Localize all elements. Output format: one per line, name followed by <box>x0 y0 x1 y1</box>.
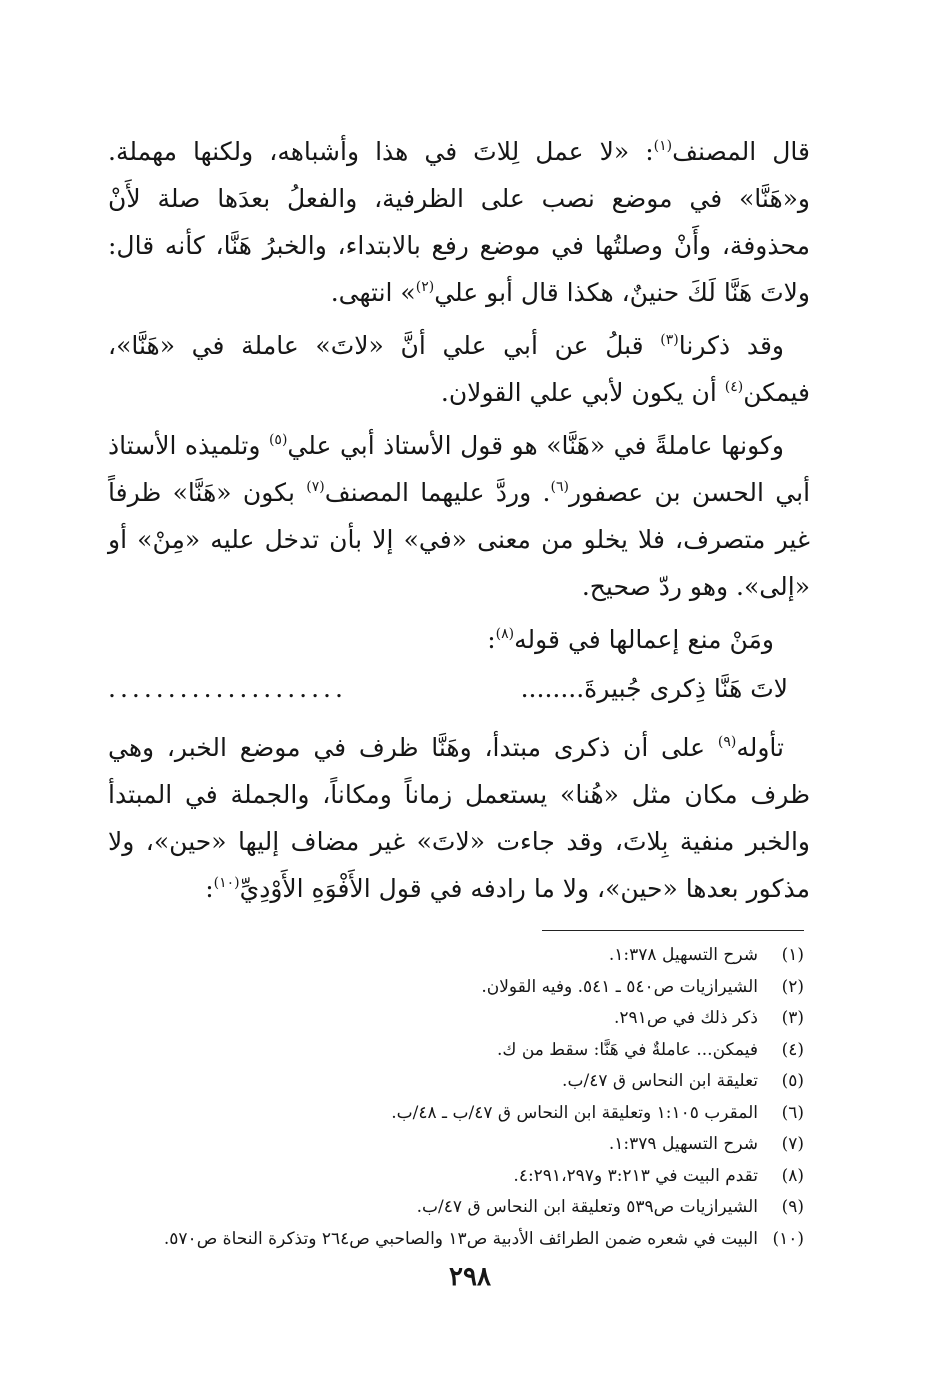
text-segment: أن يكون لأبي علي القولان. <box>440 378 725 407</box>
page-number: ٢٩٨ <box>449 1262 491 1292</box>
footnote-marker[interactable]: (٣) <box>660 332 679 348</box>
verse-second-hemistich: .................... <box>108 674 347 703</box>
footnote-item <box>90 1192 804 1224</box>
text-segment: قبلُ عن أبي علي أنَّ «لاتَ» عاملة في «هَنَّا»، فيمكن <box>108 331 810 407</box>
text-segment: : <box>487 625 496 654</box>
paragraph-4 <box>108 724 810 912</box>
footnote-item <box>90 1003 804 1035</box>
text-segment: ومَنْ منع إعمالها في قوله <box>514 625 774 654</box>
footnotes-list <box>90 940 804 1255</box>
main-text <box>108 128 810 918</box>
text-segment: قال المصنف <box>672 137 810 166</box>
footnote-text: البيت في شعره ضمن الطرائف الأدبية ص١٣ والصاحبي ص٢٦٤ وتذكرة النحاة ص٥٧٠. <box>163 1228 758 1249</box>
footnote-text: فيمكن... عاملةٌ في هَنَّا: سقط من ك. <box>497 1039 758 1060</box>
footnote-marker[interactable]: (٢) <box>415 279 435 295</box>
footnote-text: شرح التسهيل ١:٣٧٨. <box>608 945 758 965</box>
footnote-number: (٣) <box>781 1008 804 1028</box>
paragraph-1 <box>108 128 810 316</box>
text-segment: . وردَّ عليهما المصنف <box>324 478 551 507</box>
text-segment: : «لا عمل لِلاتَ في هذا وأشباهه، ولكنها مهملة. و«هَنَّا» في موضع نصب على الظرفية، والفعلُ بعدَها صلة لأَنْ محذوفة، وأَنْ وصلتُها في موضع رفع بالابتداء، والخبرُ هَنَّا، كأنه قال: ولاتَ هَنَّا لَكَ حنينٌ، هكذا قال أبو علي <box>108 137 810 307</box>
footnote-number: (٤) <box>781 1039 804 1060</box>
footnote-separator <box>542 930 804 931</box>
text-segment: على أن ذكرى مبتدأ، وهَنَّا ظرف في موضع الخبر، وهي ظرف مكان مثل «هُنا» يستعمل زماناً ومكاناً، والجملة في المبتدأ والخبر منفية بِلاتَ، وقد جاءت «لاتَ» غير مضاف إليها «حين»، ولا مذكور بعدها «حين»، ولا ما رادفه في قول الأَفْوَهِ الأَوْدِيِّ <box>108 733 810 903</box>
text-segment: تأوله <box>736 733 784 762</box>
footnote-item <box>90 1098 804 1130</box>
footnote-item <box>90 1066 804 1098</box>
footnote-marker[interactable]: (٤) <box>724 379 744 395</box>
footnote-item <box>90 1224 804 1256</box>
footnote-marker[interactable]: (٦) <box>550 479 569 495</box>
paragraph-2 <box>108 322 810 416</box>
footnote-text: المقرب ١:١٠٥ وتعليقة ابن النحاس ق ٤٧/ب ـ ٤٨/ب. <box>391 1102 758 1123</box>
verse-intro <box>108 616 810 663</box>
footnote-number: (٢) <box>781 976 804 997</box>
footnote-number: (٥) <box>781 1071 804 1091</box>
footnote-item <box>90 1129 804 1161</box>
footnote-item <box>90 1161 804 1193</box>
footnote-marker[interactable]: (٨) <box>495 626 515 642</box>
verse-first-hemistich: لاتَ هَنَّا ذِكرى جُبيرةَ........ <box>520 674 788 703</box>
text-segment: وقد ذكرنا <box>678 331 784 360</box>
footnote-marker[interactable]: (٩) <box>717 734 737 750</box>
footnote-number: (٨) <box>781 1165 804 1186</box>
footnote-number: (٧) <box>781 1134 804 1154</box>
footnote-number: (٦) <box>781 1102 804 1123</box>
verse-line <box>108 665 810 712</box>
footnote-text: شرح التسهيل ١:٣٧٩. <box>608 1134 758 1154</box>
text-segment: : <box>205 874 214 903</box>
footnote-number: (١٠) <box>772 1228 804 1249</box>
text-segment: وكونها عاملةً في «هَنَّا» هو قول الأستاذ أبي علي <box>287 431 784 460</box>
footnote-number: (١) <box>781 945 804 965</box>
footnote-text: تعليقة ابن النحاس ق ٤٧/ب. <box>562 1071 758 1091</box>
footnote-item <box>90 1035 804 1067</box>
text-segment: » انتهى. <box>330 278 416 307</box>
footnote-text: ذكر ذلك في ص٢٩١. <box>614 1008 758 1028</box>
footnote-marker[interactable]: (٧) <box>306 479 325 495</box>
footnote-text: الشيرازيات ص٥٤٠ ـ ٥٤١. وفيه القولان. <box>481 976 758 997</box>
footnote-marker[interactable]: (١٠) <box>213 875 240 891</box>
footnote-item <box>90 972 804 1004</box>
text-segment: بكون «هَنَّا» ظرفاً غير متصرف، فلا يخلو من معنى «في» إلا بأن تدخل عليه «مِنْ» أو «إلى». وهو ردّ صحيح. <box>108 478 810 601</box>
footnote-item <box>90 940 804 972</box>
footnote-marker[interactable]: (٥) <box>268 432 288 448</box>
paragraph-3 <box>108 422 810 610</box>
footnote-number: (٩) <box>781 1197 804 1217</box>
footnote-text: تقدم البيت في ٣:٢١٣ و٤:٢٩١،٢٩٧. <box>513 1165 758 1186</box>
footnote-text: الشيرازيات ص٥٣٩ وتعليقة ابن النحاس ق ٤٧/ب. <box>416 1197 758 1217</box>
text-segment: وتلميذه الأستاذ أبي الحسن بن عصفور <box>108 431 811 507</box>
footnote-marker[interactable]: (١) <box>653 138 673 154</box>
